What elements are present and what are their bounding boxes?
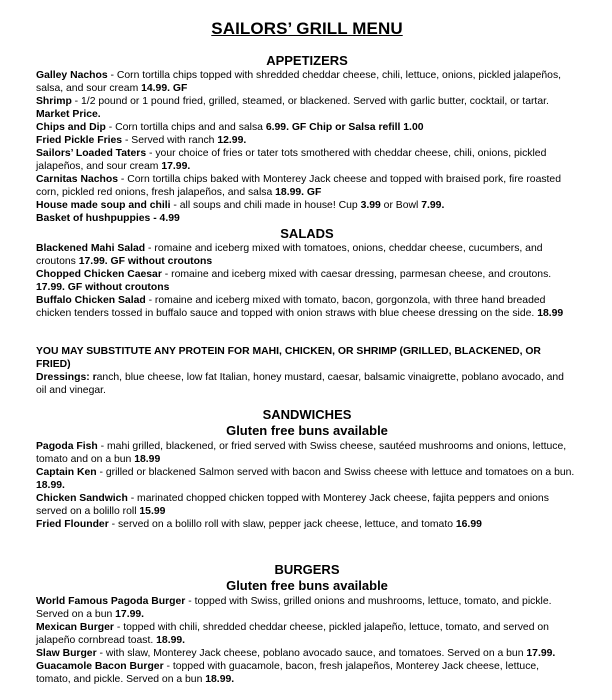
item-desc: - Corn tortilla chips and and salsa bbox=[105, 122, 266, 133]
appetizers-list bbox=[36, 69, 576, 225]
item-name: Slaw Burger bbox=[36, 648, 97, 659]
item-name: Fried Flounder bbox=[36, 519, 109, 530]
menu-item-buffalo-chicken-salad bbox=[36, 294, 576, 320]
item-desc-2: or Bowl bbox=[380, 200, 422, 211]
item-price: 18.99 bbox=[537, 308, 564, 319]
item-name: Chopped Chicken Caesar bbox=[36, 269, 162, 280]
salads-heading: SALADS bbox=[280, 226, 334, 241]
item-price: 17.99. bbox=[115, 609, 145, 620]
item-desc: - served on a bolillo roll with slaw, pepper jack cheese, lettuce, and tomato bbox=[108, 519, 456, 530]
item-name: Carnitas Nachos bbox=[36, 174, 118, 185]
menu-item-fried-flounder bbox=[36, 518, 576, 531]
menu-item-loaded-taters bbox=[36, 147, 576, 173]
menu-item-carnitas-nachos bbox=[36, 173, 576, 199]
substitution-note: YOU MAY SUBSTITUTE ANY PROTEIN FOR MAHI, CHICKEN, OR SHRIMP (GRILLED, BLACKENED, OR FRIED) bbox=[36, 346, 541, 370]
dressings-label: Dressings: r bbox=[36, 372, 97, 383]
menu-item-mexican-burger bbox=[36, 621, 576, 647]
item-desc: - with slaw, Monterey Jack cheese, poblano avocado sauce, and tomatoes. Served on a bun bbox=[96, 648, 527, 659]
menu-item-pagoda-burger bbox=[36, 595, 576, 621]
item-price: 12.99. bbox=[217, 135, 247, 146]
item-desc: - topped with guacamole, bacon, fresh jalapeños, Monterey Jack cheese, lettuce, tomato, and pickle. Served on a bun bbox=[36, 661, 540, 685]
item-price: 18.99. GF bbox=[275, 187, 322, 198]
menu-item-chopped-chicken-caesar bbox=[36, 268, 576, 294]
menu-item-pagoda-fish bbox=[36, 440, 576, 466]
salads-list bbox=[36, 242, 576, 320]
item-desc: - 1/2 pound or 1 pound fried, grilled, steamed, or blackened. Served with garlic butter, cocktail, or tartar. bbox=[71, 96, 549, 107]
item-name: Sailors’ Loaded Taters bbox=[36, 148, 147, 159]
sandwiches-list bbox=[36, 440, 576, 531]
item-price: 18.99. bbox=[205, 674, 235, 685]
menu-item-chips-and-dip bbox=[36, 121, 576, 134]
item-desc: - all soups and chili made in house! Cup bbox=[170, 200, 361, 211]
item-price: 18.99 bbox=[134, 454, 161, 465]
menu-item-soup-and-chili bbox=[36, 199, 576, 212]
item-desc: - marinated chopped chicken topped with Monterey Jack cheese, fajita peppers and onions served on a bolillo roll bbox=[36, 493, 549, 517]
dressings-line bbox=[36, 371, 576, 397]
item-name: Buffalo Chicken Salad bbox=[36, 295, 146, 306]
item-desc: - your choice of fries or tater tots smothered with cheddar cheese, chili, onions, pickled jalapeños, and sour cream bbox=[36, 148, 547, 172]
appetizers-heading: APPETIZERS bbox=[266, 53, 348, 68]
item-desc: - Served with ranch bbox=[122, 135, 218, 146]
item-desc: - topped with Swiss, grilled onions and mushrooms, lettuce, tomato, and pickle. Served on a bun bbox=[36, 596, 552, 620]
item-desc: - romaine and iceberg mixed with caesar dressing, parmesan cheese, and croutons. bbox=[161, 269, 552, 280]
item-name: World Famous Pagoda Burger bbox=[36, 596, 186, 607]
sandwiches-heading: SANDWICHES bbox=[262, 407, 352, 422]
burgers-subheading: Gluten free buns available bbox=[226, 578, 388, 593]
item-name: Galley Nachos bbox=[36, 70, 108, 81]
item-price: 18.99. bbox=[36, 480, 65, 491]
item-price: 17.99. bbox=[161, 161, 191, 172]
menu-item-fried-pickle-fries bbox=[36, 134, 576, 147]
menu-item-galley-nachos bbox=[36, 69, 576, 95]
menu-item-guacamole-bacon-burger bbox=[36, 660, 576, 686]
menu-item-hushpuppies bbox=[36, 212, 576, 225]
item-name: House made soup and chili bbox=[36, 200, 171, 211]
item-desc: - Corn tortilla chips baked with Monterey Jack cheese and topped with braised pork, fire roasted corn, pickled red onions, fresh jalapeños, and salsa bbox=[36, 174, 561, 198]
burgers-heading: BURGERS bbox=[274, 562, 340, 577]
item-name: Basket of hushpuppies - 4.99 bbox=[36, 213, 180, 224]
burgers-list bbox=[36, 595, 576, 686]
menu-item-chicken-sandwich bbox=[36, 492, 576, 518]
item-name: Captain Ken bbox=[36, 467, 97, 478]
item-price: 3.99 bbox=[360, 200, 381, 211]
item-price-2: 7.99. bbox=[421, 200, 445, 211]
item-name: Blackened Mahi Salad bbox=[36, 243, 146, 254]
item-name: Chips and Dip bbox=[36, 122, 106, 133]
item-desc: - mahi grilled, blackened, or fried served with Swiss cheese, sautéed mushrooms and onions, lettuce, tomato and on a bun bbox=[36, 441, 567, 465]
sandwiches-subheading: Gluten free buns available bbox=[226, 423, 388, 438]
item-price: 17.99. GF without croutons bbox=[78, 256, 213, 267]
item-name: Chicken Sandwich bbox=[36, 493, 128, 504]
dressings-text: anch, blue cheese, low fat Italian, honey mustard, caesar, balsamic vinaigrette, poblano avocado, and oil and vinegar. bbox=[36, 372, 564, 396]
item-price: 17.99. bbox=[526, 648, 556, 659]
item-name: Guacamole Bacon Burger bbox=[36, 661, 164, 672]
item-price: 16.99 bbox=[455, 519, 482, 530]
item-price: Market Price. bbox=[36, 109, 101, 120]
item-name: Pagoda Fish bbox=[36, 441, 98, 452]
item-price: 6.99. GF Chip or Salsa refill 1.00 bbox=[265, 122, 424, 133]
item-price: 17.99. GF without croutons bbox=[36, 282, 170, 293]
item-desc: - romaine and iceberg mixed with tomato, bacon, gorgonzola, with three hand breaded chicken tenders tossed in buffalo sauce and topped with onion straws with blue cheese dressing on the side. bbox=[36, 295, 546, 319]
menu-item-blackened-mahi-salad bbox=[36, 242, 576, 268]
menu-item-slaw-burger bbox=[36, 647, 576, 660]
menu-item-shrimp bbox=[36, 95, 576, 121]
menu-item-captain-ken bbox=[36, 466, 576, 492]
item-desc: - topped with chili, shredded cheddar cheese, pickled jalapeño, lettuce, tomato, and served on jalapeño cornbread toast. bbox=[36, 622, 549, 646]
menu-title: SAILORS’ GRILL MENU bbox=[211, 19, 403, 38]
item-price: 18.99. bbox=[156, 635, 186, 646]
item-name: Fried Pickle Fries bbox=[36, 135, 123, 146]
item-desc: - grilled or blackened Salmon served with bacon and Swiss cheese with lettuce and tomatoes on a bun. bbox=[96, 467, 575, 478]
item-price: 15.99 bbox=[139, 506, 166, 517]
item-desc: - romaine and iceberg mixed with tomatoes, onions, cheddar cheese, cucumbers, and croutons bbox=[36, 243, 543, 267]
item-name: Shrimp bbox=[36, 96, 72, 107]
item-name: Mexican Burger bbox=[36, 622, 114, 633]
item-price: 14.99. GF bbox=[141, 83, 188, 94]
item-desc: - Corn tortilla chips topped with shredded cheddar cheese, chili, lettuce, onions, pickled jalapeños, salsa, and sour cream bbox=[36, 70, 562, 94]
substitution-note-block bbox=[36, 345, 576, 397]
